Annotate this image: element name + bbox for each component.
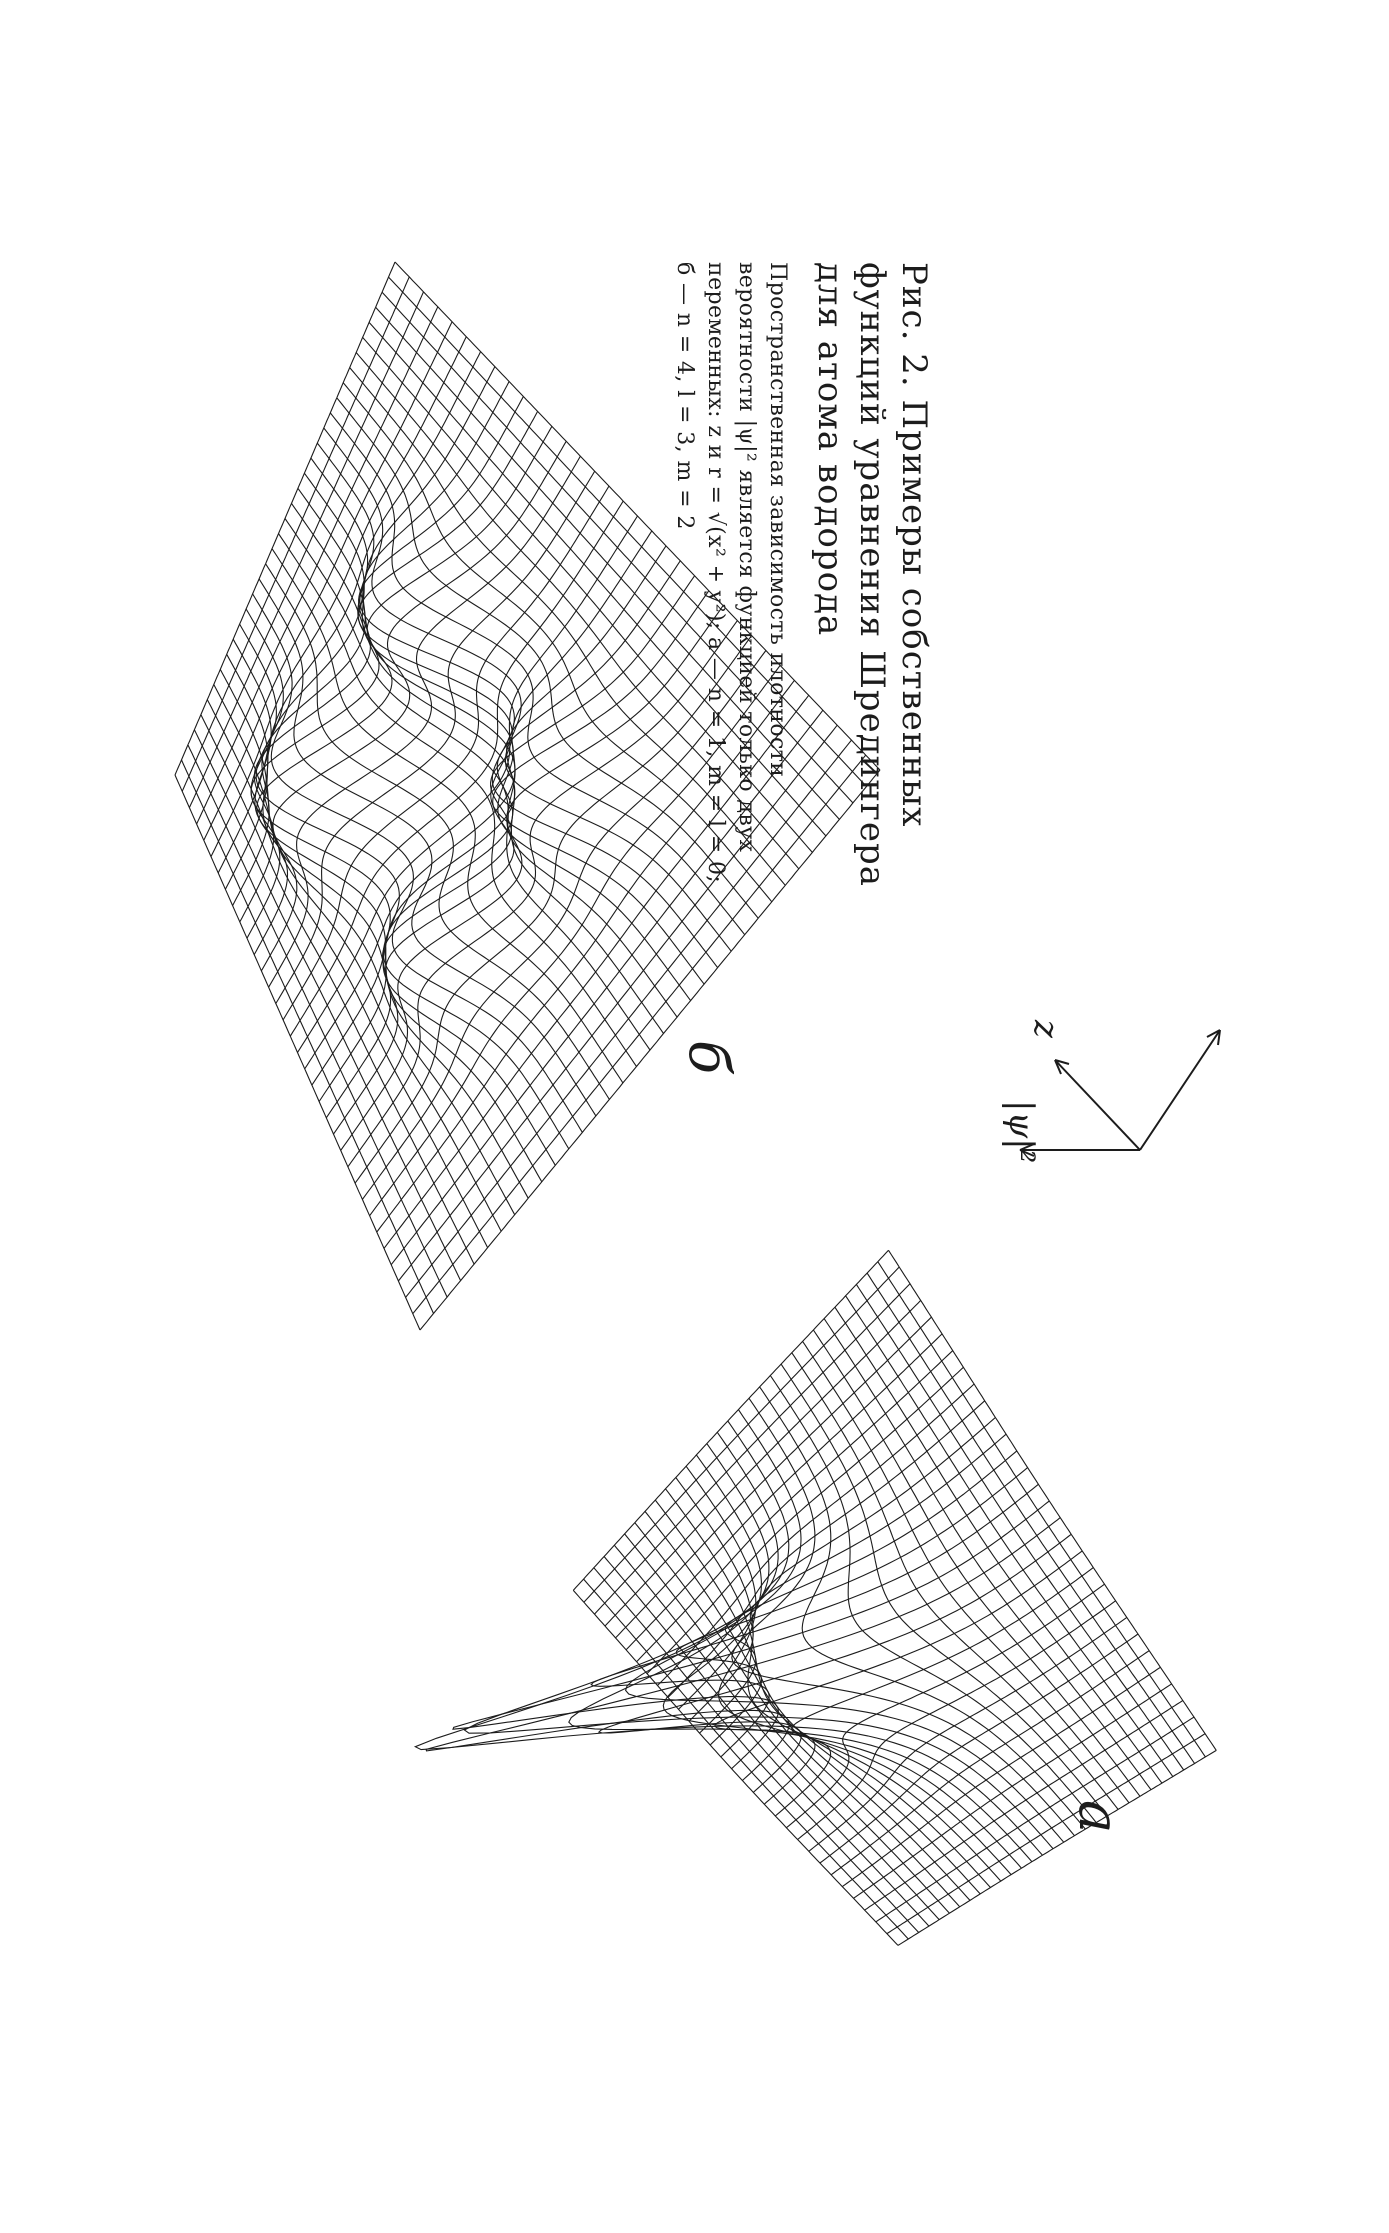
mesh-line <box>175 775 420 1330</box>
mesh-line <box>689 1434 1006 1721</box>
mesh-line <box>569 1444 1032 1862</box>
mesh-line <box>175 262 395 775</box>
axis-diagram <box>1001 1019 1220 1163</box>
panel-b-label: б <box>676 1040 741 1075</box>
figure-caption <box>655 262 935 902</box>
mesh-line <box>792 1353 1118 1810</box>
mesh-line <box>625 1534 950 1913</box>
mesh-line <box>194 730 460 1281</box>
mesh-line <box>189 292 423 808</box>
mesh-line <box>856 1284 1183 1770</box>
mesh-line <box>584 1579 909 1939</box>
mesh-line <box>573 1250 888 1590</box>
mesh-line <box>298 516 638 1053</box>
mesh-line <box>700 1451 1017 1733</box>
mesh-line <box>595 1284 911 1614</box>
panel-a-label: а <box>1066 1800 1131 1834</box>
mesh-line <box>846 1296 1173 1777</box>
mesh-line <box>835 1307 1162 1783</box>
mesh-line <box>272 549 623 1083</box>
mesh-line <box>285 519 650 1051</box>
mesh-line <box>824 1319 1151 1790</box>
mesh-line <box>197 307 438 824</box>
mesh-line <box>283 486 609 1020</box>
axis-psi-label: |ψ|² <box>1001 1100 1041 1164</box>
mesh-line <box>803 1341 1129 1802</box>
mesh-line <box>831 1651 1149 1875</box>
mesh-line <box>775 1568 1093 1816</box>
mesh-line <box>605 1300 921 1626</box>
mesh-line <box>876 1717 1194 1922</box>
mesh-line <box>626 1410 1064 1843</box>
mesh-line <box>647 1367 963 1673</box>
mesh-line <box>279 534 637 1067</box>
panel-a-surface-plot <box>415 1250 1216 1945</box>
mesh-line <box>626 1334 942 1650</box>
mesh-line <box>604 1557 929 1927</box>
mesh-line <box>292 503 664 1033</box>
mesh-line <box>211 337 466 857</box>
mesh-line <box>225 367 495 890</box>
axis-r-line <box>1140 1030 1220 1150</box>
caption-body: Пространственная зависимость плотности вероятности |ψ|² является функцией только двух переменных: z и r = √(x² + y²); а — n = 1, m = l = 0; б — n = 4, l = 3, m = 2 <box>672 262 790 884</box>
mesh-line <box>878 1262 1206 1757</box>
mesh-line <box>204 322 452 841</box>
mesh-line <box>655 1500 980 1894</box>
mesh-line <box>594 1568 919 1933</box>
mesh-line <box>573 1590 898 1945</box>
axis-z-label: z <box>1026 1020 1066 1038</box>
axis-z-line <box>1055 1060 1140 1150</box>
mesh-line <box>668 1401 985 1698</box>
mesh-line <box>770 1376 1096 1823</box>
mesh-line <box>415 1432 1042 1855</box>
caption-title: Рис. 2. Примеры собственных функций уравнения Шредингера для атома водорода <box>810 262 934 887</box>
mesh-line <box>218 352 480 873</box>
